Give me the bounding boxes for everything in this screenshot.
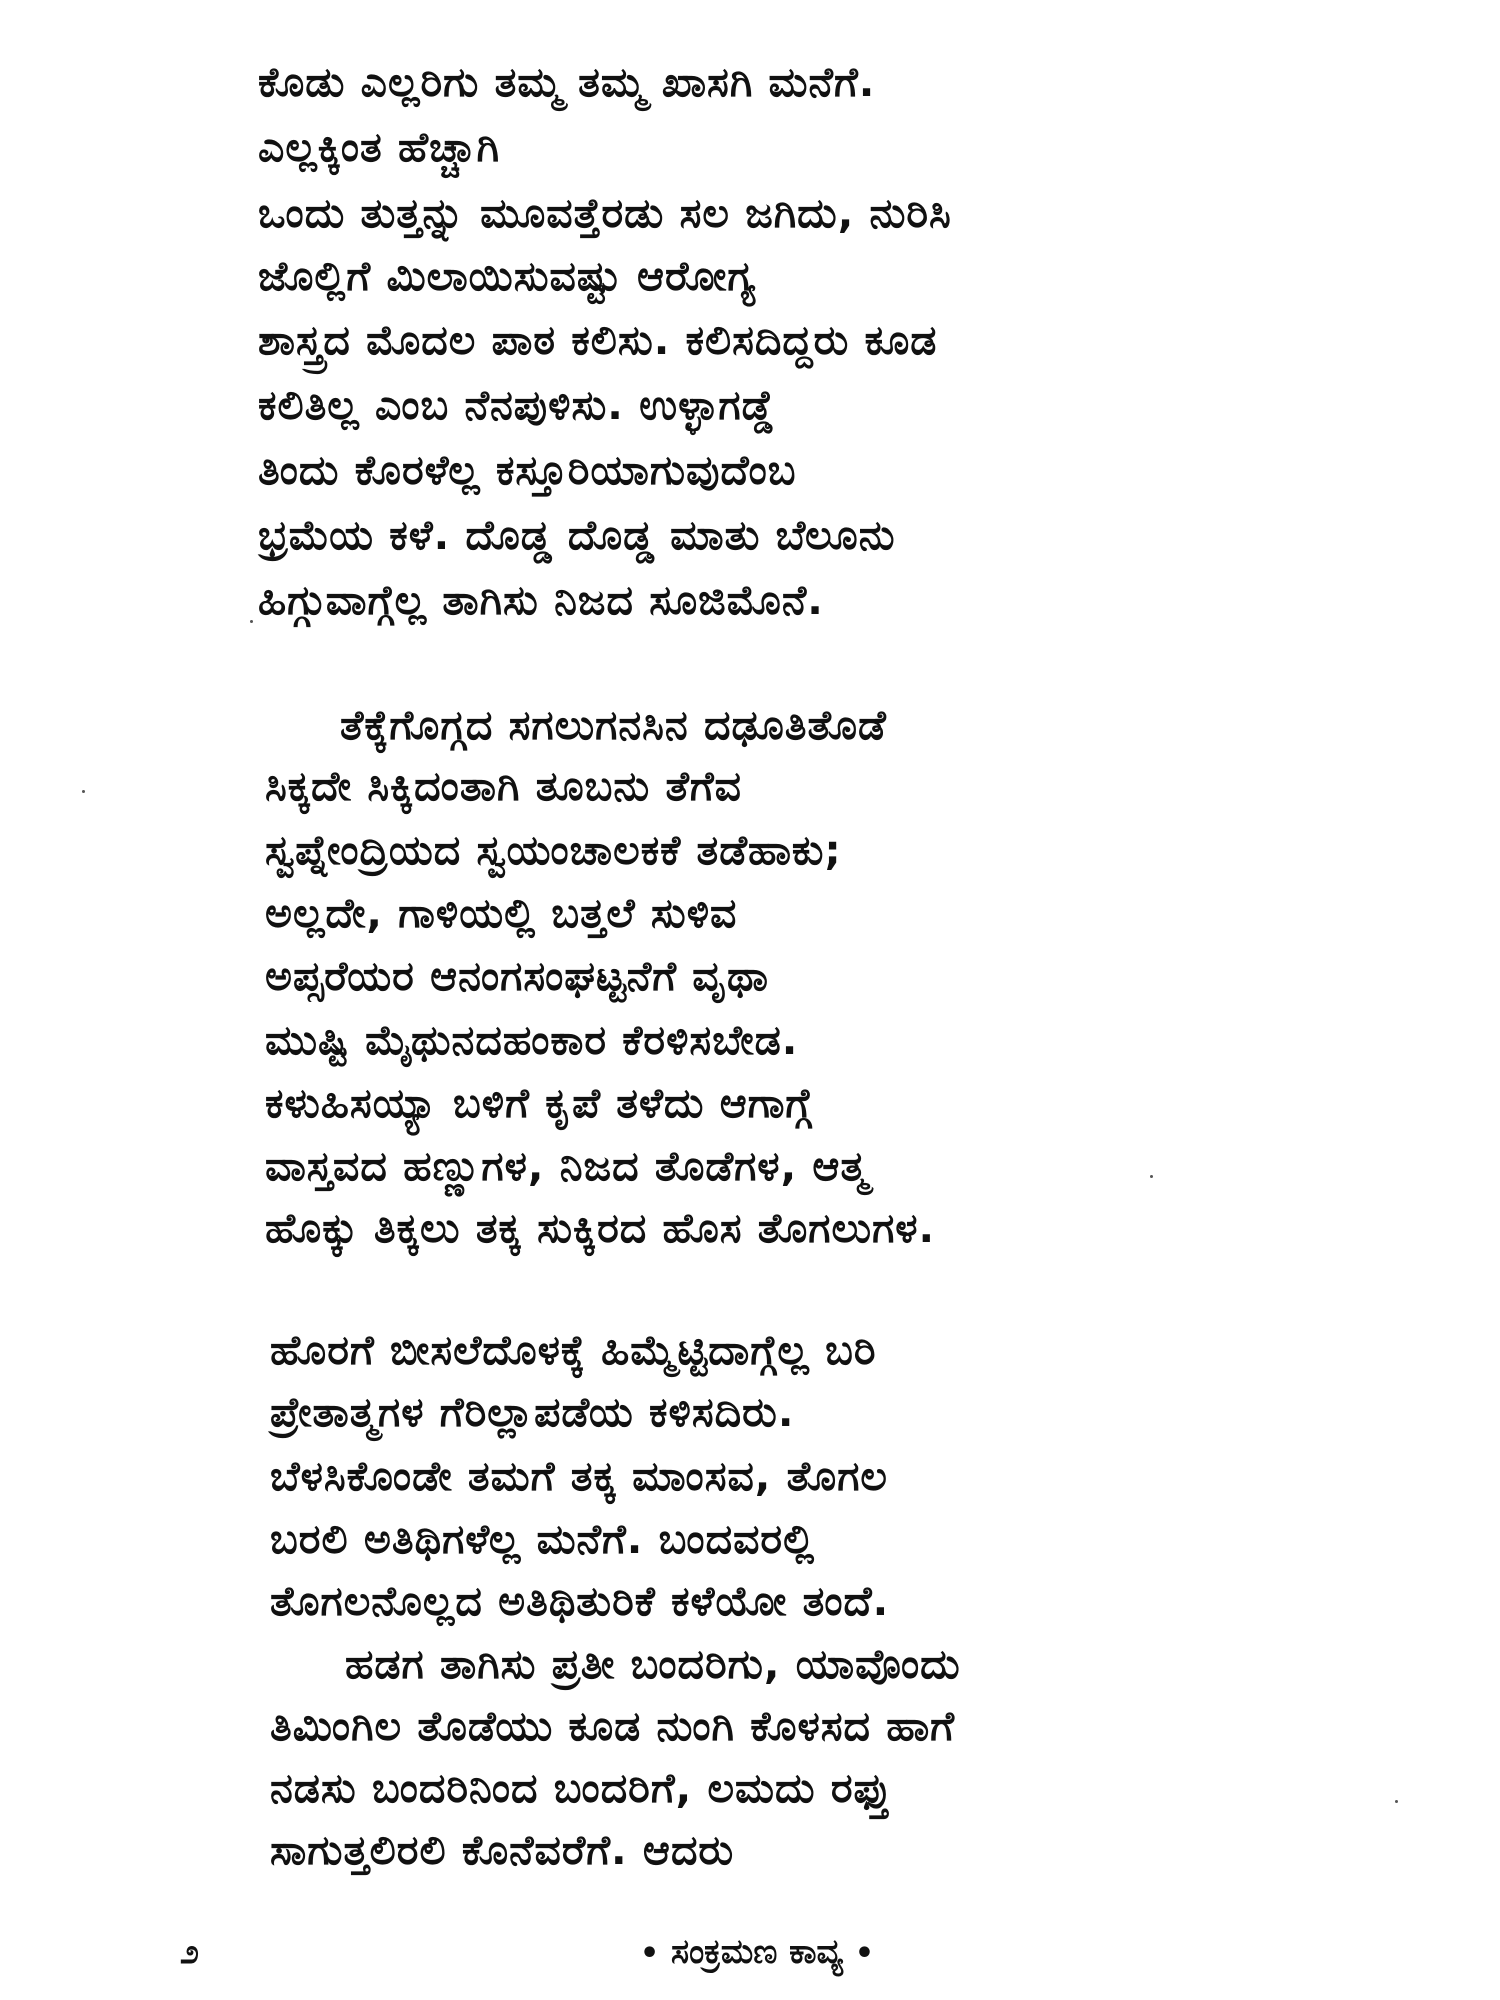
bullet-left: • [640, 1935, 660, 1971]
scan-speck [1150, 1175, 1153, 1178]
poem-line: ಹೊಕ್ಕು ತಿಕ್ಕಲು ತಕ್ಕ ಸುಕ್ಕಿರದ ಹೊಸ ತೊಗಲುಗಳ. [265, 1204, 936, 1252]
poem-line: ಹೊರಗೆ ಬೀಸಲೆದೊಳಕ್ಕೆ ಹಿಮ್ಮೆಟ್ಟಿದಾಗ್ಗೆಲ್ಲ ಬರಿ [270, 1326, 877, 1374]
poem-line: ಸಾಗುತ್ತಲಿರಲಿ ಕೊನೆವರೆಗೆ. ಆದರು [270, 1826, 735, 1874]
poem-line: ಶಾಸ್ತ್ರದ ಮೊದಲ ಪಾಠ ಕಲಿಸು. ಕಲಿಸದಿದ್ದರು ಕೂಡ [258, 316, 938, 364]
poem-line: ತಿಮಿಂಗಿಲ ತೊಡೆಯು ಕೂಡ ನುಂಗಿ ಕೊಳಸದ ಹಾಗೆ [270, 1702, 955, 1750]
poem-line: ಕಳುಹಿಸಯ್ಯಾ ಬಳಿಗೆ ಕೃಪೆ ತಳೆದು ಆಗಾಗ್ಗೆ [265, 1079, 813, 1127]
poem-line: ಬೆಳಸಿಕೊಂಡೇ ತಮಗೆ ತಕ್ಕ ಮಾಂಸವ, ತೊಗಲ [270, 1452, 888, 1500]
poem-line: ಅಪ್ಸರೆಯರ ಆನಂಗಸಂಘಟ್ಟನೆಗೆ ವೃಥಾ [265, 952, 770, 1000]
poem-line: ನಡಸು ಬಂದರಿನಿಂದ ಬಂದರಿಗೆ, ಲಮದು ರಫ್ತು [270, 1764, 892, 1812]
bullet-right: • [854, 1935, 875, 1971]
running-title [640, 1932, 875, 1972]
page-number: ೨ [180, 1932, 200, 1972]
poem-line: ಹಿಗ್ಗುವಾಗ್ಗೆಲ್ಲ ತಾಗಿಸು ನಿಜದ ಸೂಜಿಮೊನೆ. [258, 576, 824, 624]
poem-line: ವಾಸ್ತವದ ಹಣ್ಣುಗಳ, ನಿಜದ ತೊಡೆಗಳ, ಆತ್ಮ [265, 1142, 869, 1190]
poem-line: ಬರಲಿ ಅತಿಥಿಗಳೆಲ್ಲ ಮನೆಗೆ. ಬಂದವರಲ್ಲಿ [270, 1515, 816, 1563]
poem-line: ಒಂದು ತುತ್ತನ್ನು ಮೂವತ್ತೆರಡು ಸಲ ಜಗಿದು, ನುರಿಸಿ [258, 189, 952, 237]
poem-line: ಕೊಡು ಎಲ್ಲರಿಗು ತಮ್ಮ ತಮ್ಮ ಖಾಸಗಿ ಮನೆಗೆ. [258, 58, 876, 106]
poem-line-indented: ತೆಕ್ಕೆಗೊಗ್ಗದ ಸಗಲುಗನಸಿನ ದಢೂತಿತೊಡೆ [340, 701, 887, 749]
poem-line: ಪ್ರೇತಾತ್ಮಗಳ ಗೆರಿಲ್ಲಾಪಡೆಯ ಕಳಿಸದಿರು. [270, 1388, 795, 1436]
scan-speck [250, 620, 253, 623]
poem-line: ಕಲಿತಿಲ್ಲ ಎಂಬ ನೆನಪುಳಿಸು. ಉಳ್ಳಾಗಡ್ಡೆ [258, 381, 775, 429]
scan-speck [1395, 1800, 1398, 1803]
page-footer [0, 1932, 1500, 1985]
poem-line: ಎಲ್ಲಕ್ಕಿಂತ ಹೆಚ್ಚಾಗಿ [258, 123, 501, 171]
poem-line: ತೊಗಲನೊಲ್ಲದ ಅತಿಥಿತುರಿಕೆ ಕಳೆಯೋ ತಂದೆ. [270, 1577, 890, 1625]
poem-line: ಮುಷ್ಟಿ ಮೈಥುನದಹಂಕಾರ ಕೆರಳಿಸಬೇಡ. [265, 1016, 799, 1064]
poem-line: ಅಲ್ಲದೇ, ಗಾಳಿಯಲ್ಲಿ ಬತ್ತಲೆ ಸುಳಿವ [265, 889, 738, 937]
poem-line: ಜೊಲ್ಲಿಗೆ ಮಿಲಾಯಿಸುವಷ್ಟು ಆರೋಗ್ಯ [258, 252, 757, 300]
poem-line: ಸಿಕ್ಕದೇ ಸಿಕ್ಕಿದಂತಾಗಿ ತೂಬನು ತೆಗೆವ [265, 762, 742, 810]
running-title-text: ಸಂಕ್ರಮಣ ಕಾವ್ಯ [671, 1932, 843, 1972]
poem-line-indented: ಹಡಗ ತಾಗಿಸು ಪ್ರತೀ ಬಂದರಿಗು, ಯಾವೊಂದು [345, 1640, 961, 1688]
poem-line: ತಿಂದು ಕೊರಳೆಲ್ಲ ಕಸ್ತೂರಿಯಾಗುವುದೆಂಬ [258, 446, 797, 494]
scan-speck [82, 790, 85, 793]
poem-line: ಸ್ವಪ್ನೇಂದ್ರಿಯದ ಸ್ವಯಂಚಾಲಕಕೆ ತಡೆಹಾಕು; [265, 826, 842, 874]
poem-line: ಭ್ರಮೆಯ ಕಳೆ. ದೊಡ್ಡ ದೊಡ್ಡ ಮಾತು ಬೆಲೂನು [258, 511, 896, 559]
